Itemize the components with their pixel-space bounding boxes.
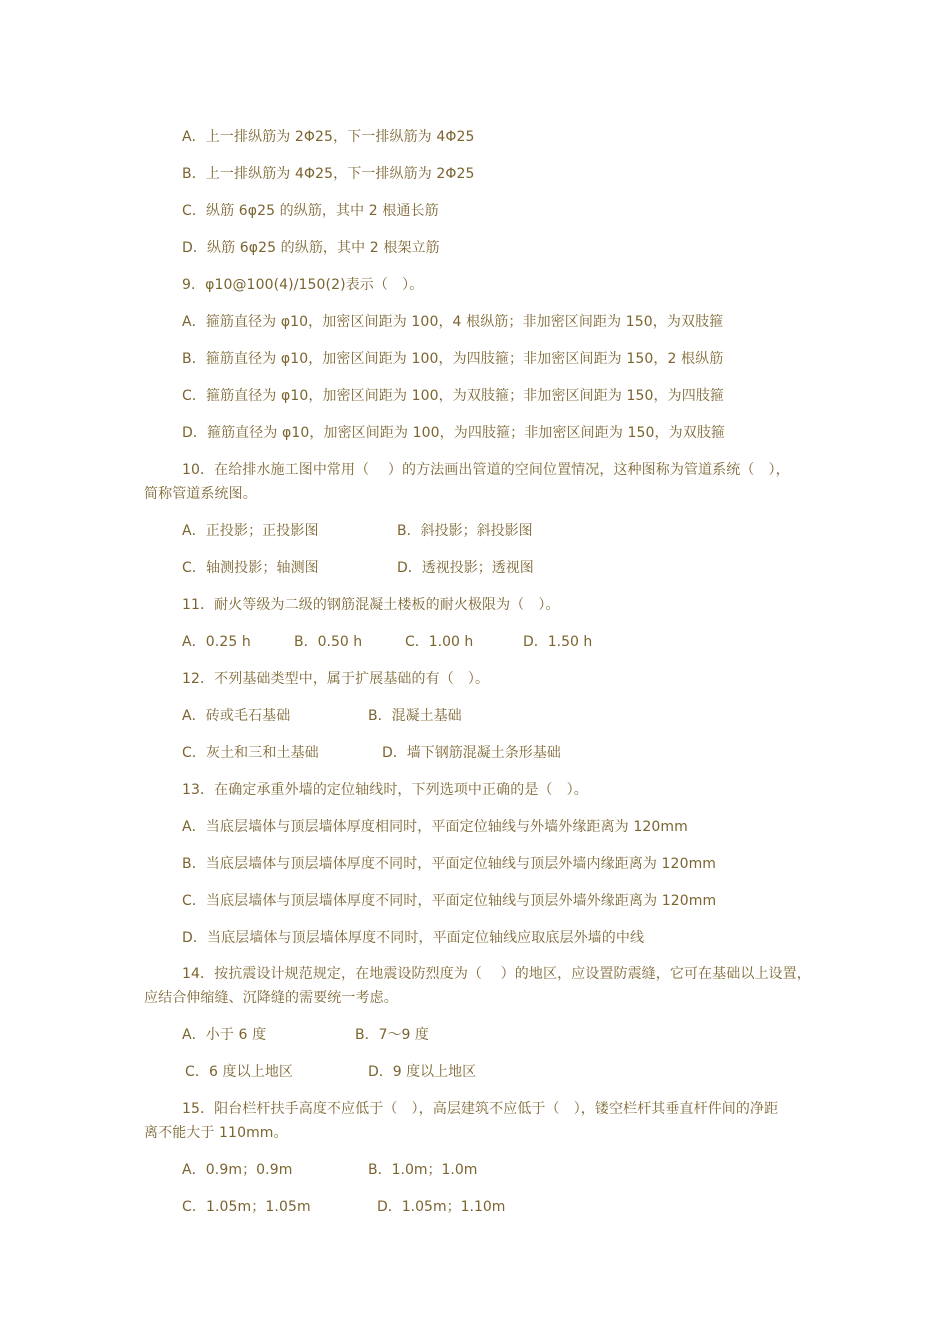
q15-option-a: A．0.9m；0.9m xyxy=(182,1162,293,1178)
q15-option-c: C．1.05m；1.05m xyxy=(182,1199,311,1215)
q11-stem: 11．耐火等级为二级的钢筋混凝土楼板的耐火极限为（ ）。 xyxy=(182,597,560,613)
q14-stem-line1: 14．按抗震设计规范规定，在地震设防烈度为（ ）的地区，应设置防震缝，它可在基础以上设置， xyxy=(182,966,811,982)
q10-stem-line2: 简称管道系统图。 xyxy=(144,486,257,502)
q9-option-c: C．箍筋直径为 φ10，加密区间距为 100，为双肢箍；非加密区间距为 150，为四肢箍 xyxy=(182,388,725,404)
q15-stem-line1: 15．阳台栏杆扶手高度不应低于（ ），高层建筑不应低于（ ），镂空栏杆其垂直杆件间的净距 xyxy=(182,1101,779,1117)
q15-stem-line2: 离不能大于 110mm。 xyxy=(144,1125,288,1141)
q13-option-d: D．当底层墙体与顶层墙体厚度不同时，平面定位轴线应取底层外墙的中线 xyxy=(182,930,645,946)
q13-option-b: B．当底层墙体与顶层墙体厚度不同时，平面定位轴线与顶层外墙内缘距离为 120mm xyxy=(182,856,717,872)
q12-option-b: B．混凝土基础 xyxy=(368,708,462,724)
q11-option-d: D．1.50 h xyxy=(523,634,593,650)
q9-stem: 9．φ10@100(4)/150(2)表示（ ）。 xyxy=(182,277,424,293)
q13-stem: 13．在确定承重外墙的定位轴线时，下列选项中正确的是（ ）。 xyxy=(182,782,588,798)
q8-option-c: C．纵筋 6φ25 的纵筋，其中 2 根通长筋 xyxy=(182,203,439,219)
q15-option-b: B．1.0m；1.0m xyxy=(368,1162,478,1178)
q13-option-c: C．当底层墙体与顶层墙体厚度不同时，平面定位轴线与顶层外墙外缘距离为 120mm xyxy=(182,893,717,909)
q8-option-a: A．上一排纵筋为 2Φ25，下一排纵筋为 4Φ25 xyxy=(182,129,475,145)
q10-option-a: A．正投影；正投影图 xyxy=(182,523,319,539)
q11-option-a: A．0.25 h xyxy=(182,634,251,650)
q10-option-d: D．透视投影；透视图 xyxy=(397,560,534,576)
q14-option-a: A．小于 6 度 xyxy=(182,1027,267,1043)
q14-option-b: B．7～9 度 xyxy=(355,1027,429,1043)
q9-option-a: A．箍筋直径为 φ10，加密区间距为 100，4 根纵筋；非加密区间距为 150，为双肢箍 xyxy=(182,314,724,330)
q14-option-d: D．9 度以上地区 xyxy=(368,1064,477,1080)
q12-option-a: A．砖或毛石基础 xyxy=(182,708,291,724)
q8-option-d: D．纵筋 6φ25 的纵筋，其中 2 根架立筋 xyxy=(182,240,440,256)
q12-option-d: D．墙下钢筋混凝土条形基础 xyxy=(382,745,561,761)
q10-option-b: B．斜投影；斜投影图 xyxy=(397,523,533,539)
q8-option-b: B．上一排纵筋为 4Φ25，下一排纵筋为 2Φ25 xyxy=(182,166,475,182)
q15-option-d: D．1.05m；1.10m xyxy=(377,1199,506,1215)
q11-option-c: C．1.00 h xyxy=(405,634,474,650)
q9-option-d: D．箍筋直径为 φ10，加密区间距为 100，为四肢箍；非加密区间距为 150，为双肢箍 xyxy=(182,425,726,441)
q13-option-a: A．当底层墙体与顶层墙体厚度相同时，平面定位轴线与外墙外缘距离为 120mm xyxy=(182,819,688,835)
q12-option-c: C．灰土和三和土基础 xyxy=(182,745,319,761)
q10-option-c: C．轴测投影；轴测图 xyxy=(182,560,319,576)
q11-option-b: B．0.50 h xyxy=(294,634,363,650)
q14-stem-line2: 应结合伸缩缝、沉降缝的需要统一考虑。 xyxy=(144,990,398,1006)
q10-stem-line1: 10．在给排水施工图中常用（ ）的方法画出管道的空间位置情况，这种图称为管道系统（ ）， xyxy=(182,462,790,478)
q9-option-b: B．箍筋直径为 φ10，加密区间距为 100，为四肢箍；非加密区间距为 150，2 根纵筋 xyxy=(182,351,724,367)
q12-stem: 12．不列基础类型中，属于扩展基础的有（ ）。 xyxy=(182,671,490,687)
q14-option-c: C．6 度以上地区 xyxy=(185,1064,294,1080)
